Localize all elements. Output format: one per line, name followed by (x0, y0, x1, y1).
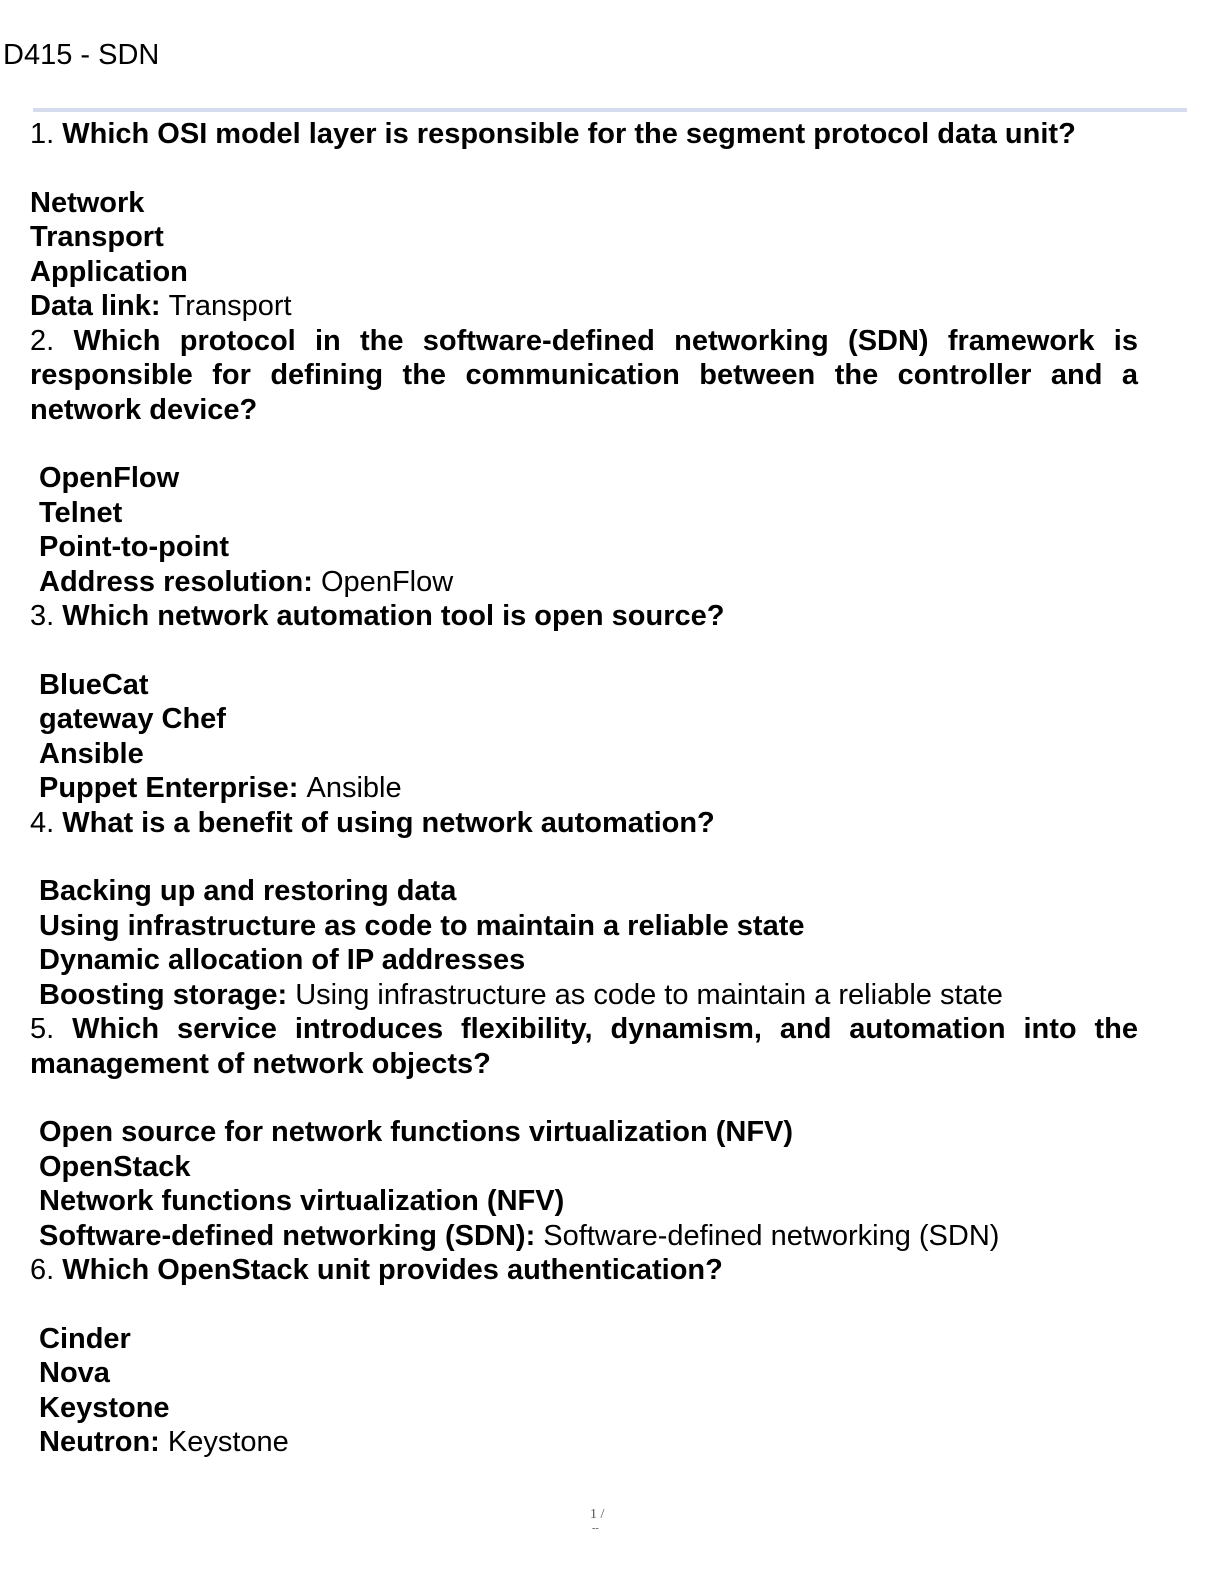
answer-text: Keystone (167, 1426, 289, 1458)
option: Open source for network functions virtualization (NFV) (39, 1116, 794, 1148)
option-with-answer (30, 1425, 1138, 1460)
question-text (30, 1253, 1138, 1288)
question-prompt: Which OpenStack unit provides authentication? (62, 1254, 723, 1286)
question-prompt: Which protocol in the software-defined networking (SDN) framework is responsible for defining the communication between the controller and a network device? (30, 324, 1138, 426)
option-with-answer (30, 565, 1138, 600)
question-block (30, 117, 1138, 324)
option: Transport (30, 221, 164, 253)
question-number: 6. (30, 1254, 55, 1286)
option: Using infrastructure as code to maintain a reliable state (39, 909, 805, 942)
option-label: Neutron: (39, 1426, 160, 1458)
option: Ansible (39, 737, 144, 770)
option: BlueCat (39, 668, 149, 701)
question-block (30, 1253, 1138, 1460)
answer-text: OpenFlow (321, 565, 454, 598)
option-list (30, 186, 1138, 324)
question-text (30, 599, 1138, 634)
answer-text: Ansible (306, 772, 402, 804)
question-prompt: Which service introduces flexibility, dynamism, and automation into the management of network objects? (30, 1013, 1138, 1080)
option: Dynamic allocation of IP addresses (39, 944, 526, 976)
question-number: 1. (30, 118, 55, 150)
option-label: Boosting storage: (39, 978, 288, 1011)
question-number: 2. (30, 324, 55, 357)
option: Network functions virtualization (NFV) (39, 1185, 565, 1217)
option-label: Software-defined networking (SDN): (39, 1219, 536, 1252)
question-prompt: Which OSI model layer is responsible for the segment protocol data unit? (62, 118, 1076, 150)
question-block (30, 324, 1138, 600)
answer-text: Using infrastructure as code to maintain a reliable state (295, 978, 1003, 1011)
option-with-answer (30, 978, 1138, 1013)
option-with-answer (30, 1219, 1138, 1254)
option-label: Data link: (30, 290, 161, 322)
option-list (30, 1115, 1138, 1253)
option-list (30, 874, 1138, 1012)
option: gateway Chef (39, 703, 226, 735)
question-block (30, 1012, 1138, 1253)
option-list (30, 668, 1138, 806)
question-text (30, 806, 1138, 841)
option: Backing up and restoring data (39, 875, 457, 907)
question-list (30, 117, 1138, 1460)
option: Nova (39, 1357, 110, 1389)
option: Cinder (39, 1322, 131, 1355)
option-with-answer (30, 771, 1138, 806)
question-number: 3. (30, 600, 55, 632)
document-title: D415 - SDN (3, 39, 160, 71)
option: OpenFlow (39, 462, 180, 494)
question-number: 5. (30, 1013, 55, 1045)
page-number: 1 / (590, 1507, 605, 1522)
question-text (30, 324, 1138, 428)
option: Keystone (39, 1391, 170, 1424)
option: Telnet (39, 496, 123, 529)
question-text (30, 117, 1138, 152)
question-prompt: What is a benefit of using network automation? (62, 806, 715, 839)
option-with-answer (30, 289, 1138, 324)
option: Network (30, 186, 145, 219)
question-block (30, 599, 1138, 806)
question-block (30, 806, 1138, 1013)
option-label: Address resolution: (39, 565, 313, 598)
title-divider (33, 108, 1187, 112)
answer-text: Software-defined networking (SDN) (543, 1219, 1000, 1252)
option-list (30, 1322, 1138, 1460)
option: Point-to-point (39, 531, 230, 563)
option-label: Puppet Enterprise: (39, 772, 299, 804)
option: OpenStack (39, 1150, 191, 1183)
option: Application (30, 255, 188, 288)
question-text (30, 1012, 1138, 1081)
page-number-dash: -- (592, 1523, 599, 1534)
option-list (30, 461, 1138, 599)
answer-text: Transport (168, 290, 292, 322)
question-prompt: Which network automation tool is open source? (62, 600, 725, 632)
question-number: 4. (30, 806, 55, 839)
